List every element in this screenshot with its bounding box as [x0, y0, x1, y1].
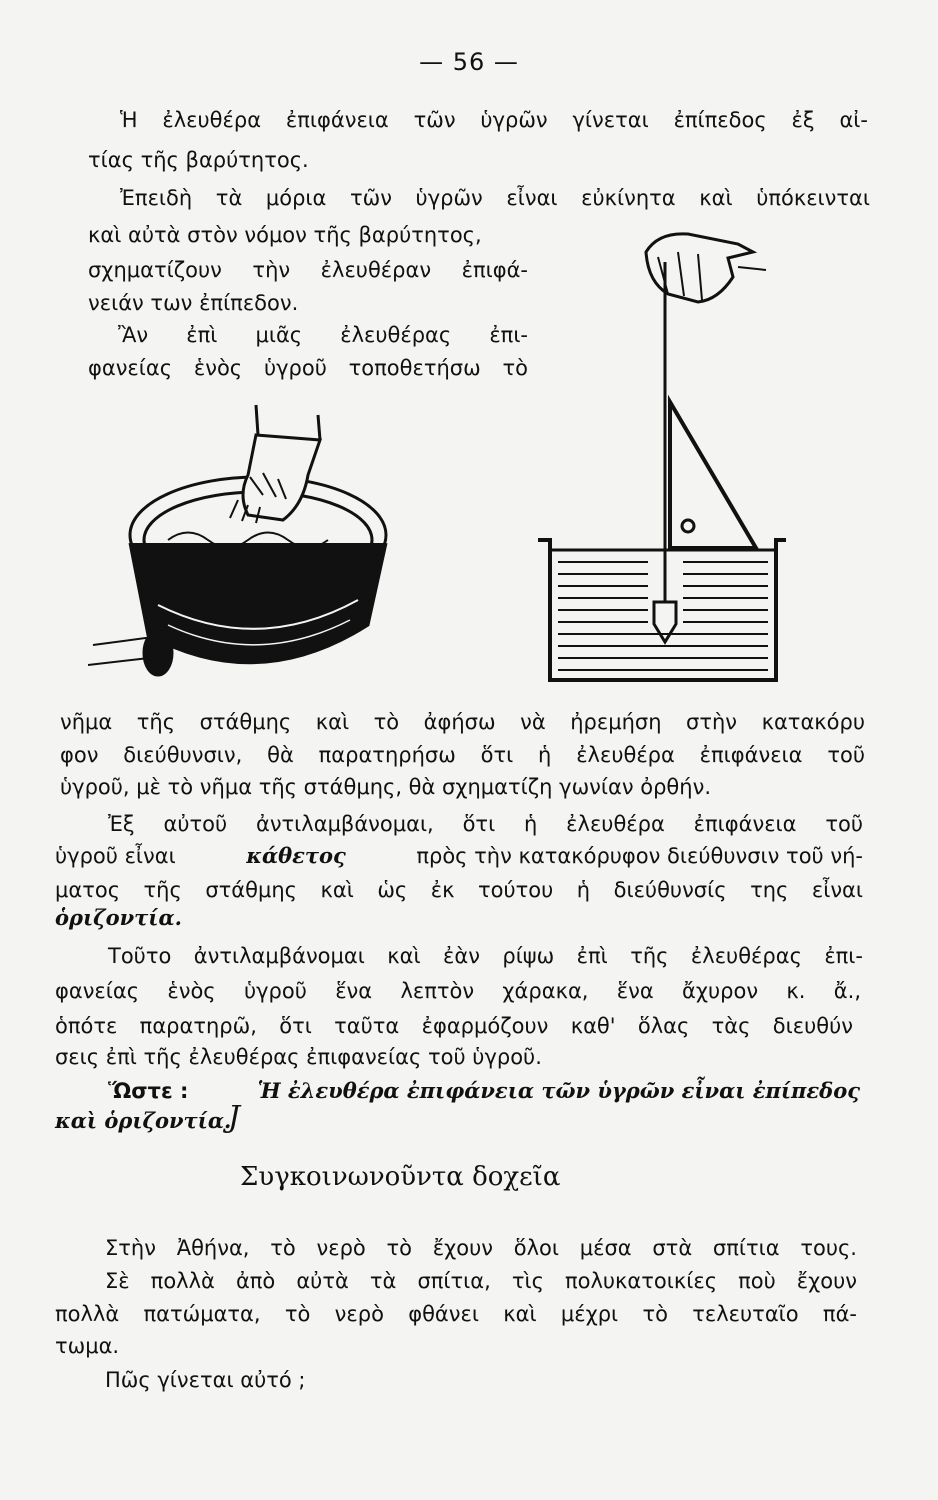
- conclusion-label: Ὥστε :: [108, 1079, 189, 1103]
- text-line: νειάν των ἐπίπεδον.: [88, 291, 299, 315]
- section-heading: [240, 1162, 560, 1192]
- text-line: πολλὰ πατώματα, τὸ νερὸ φθάνει καὶ μέχρι τὸ τελευταῖο πά-: [55, 1302, 857, 1326]
- conclusion-statement: Ἡ ἐλευθέρα ἐπιφάνεια τῶν ὑγρῶν εἶναι ἐπίπεδος: [257, 1078, 860, 1103]
- conclusion-line: [108, 1077, 860, 1105]
- emphasis-horizontal: ὁριζοντία.: [55, 905, 182, 930]
- text-line: ὁπότε παρατηρῶ, ὅτι ταῦτα ἐφαρμόζουν καθ' ὅλας τὰς διευθύν: [55, 1014, 853, 1038]
- section-heading-text: Συγκοινωνοῦντα δοχεῖα: [240, 1162, 561, 1192]
- text-line: Στὴν Ἀθήνα, τὸ νερὸ τὸ ἔχουν ὅλοι μέσα στὰ σπίτια τους.: [105, 1236, 857, 1260]
- text-line: καὶ αὐτὰ στὸν νόμον τῆς βαρύτητος,: [88, 223, 482, 247]
- text-line: Ἡ ἐλευθέρα ἐπιφάνεια τῶν ὑγρῶν γίνεται ἐπίπεδος ἐξ αἰ-: [120, 108, 868, 132]
- text-line: τίας τῆς βαρύτητος.: [88, 148, 309, 172]
- text-line: φανείας ἑνὸς ὑγροῦ τοποθετήσω τὸ: [88, 356, 528, 380]
- text-segment: πρὸς τὴν κατακόρυφον διεύθυνσιν τοῦ νή-: [416, 844, 863, 868]
- text-line: Σὲ πολλὰ ἀπὸ αὐτὰ τὰ σπίτια, τὶς πολυκατοικίες ποὺ ἔχουν: [105, 1269, 857, 1293]
- text-line: [55, 842, 863, 870]
- text-line: τωμα.: [55, 1334, 120, 1358]
- text-line: Πῶς γίνεται αὐτό ;: [105, 1368, 306, 1392]
- text-line: νῆμα τῆς στάθμης καὶ τὸ ἀφήσω νὰ ἠρεμήση στὴν κατακόρυ: [60, 710, 865, 734]
- page-number: — 56 —: [419, 48, 519, 76]
- text-line: ὑγροῦ, μὲ τὸ νῆμα τῆς στάθμης, θὰ σχηματίζη γωνίαν ὀρθήν.: [60, 775, 711, 799]
- plumb-line-illustration: [538, 222, 788, 688]
- text-line: σχηματίζουν τὴν ἐλευθέραν ἐπιφά-: [88, 258, 528, 282]
- text-line: Ἂν ἐπὶ μιᾶς ἐλευθέρας ἐπι-: [118, 323, 528, 347]
- text-line: Τοῦτο ἀντιλαμβάνομαι καὶ ἐὰν ρίψω ἐπὶ τῆς ἐλευθέρας ἐπι-: [108, 944, 863, 968]
- basin-illustration: [88, 395, 398, 685]
- text-segment: ὑγροῦ εἶναι: [55, 844, 176, 868]
- handwritten-mark: J: [228, 1100, 241, 1135]
- text-line: Ἐπειδὴ τὰ μόρια τῶν ὑγρῶν εἶναι εὐκίνητα καὶ ὑπόκεινται: [120, 186, 870, 210]
- text-line: σεις ἐπὶ τῆς ἐλευθέρας ἐπιφανείας τοῦ ὑγροῦ.: [55, 1045, 542, 1069]
- conclusion-statement-end: καὶ ὁριζοντία.: [55, 1108, 232, 1133]
- emphasis-perpendicular: κάθετος: [246, 843, 346, 868]
- text-line: φανείας ἑνὸς ὑγροῦ ἕνα λεπτὸν χάρακα, ἕνα ἄχυρον κ. ἄ.,: [55, 979, 861, 1003]
- text-line: φον διεύθυνσιν, θὰ παρατηρήσω ὅτι ἡ ἐλευθέρα ἐπιφάνεια τοῦ: [60, 743, 865, 767]
- text-line: ματος τῆς στάθμης καὶ ὡς ἐκ τούτου ἡ διεύθυνσίς της εἶναι: [55, 878, 863, 902]
- text-line: Ἐξ αὐτοῦ ἀντιλαμβάνομαι, ὅτι ἡ ἐλευθέρα ἐπιφάνεια τοῦ: [108, 812, 863, 836]
